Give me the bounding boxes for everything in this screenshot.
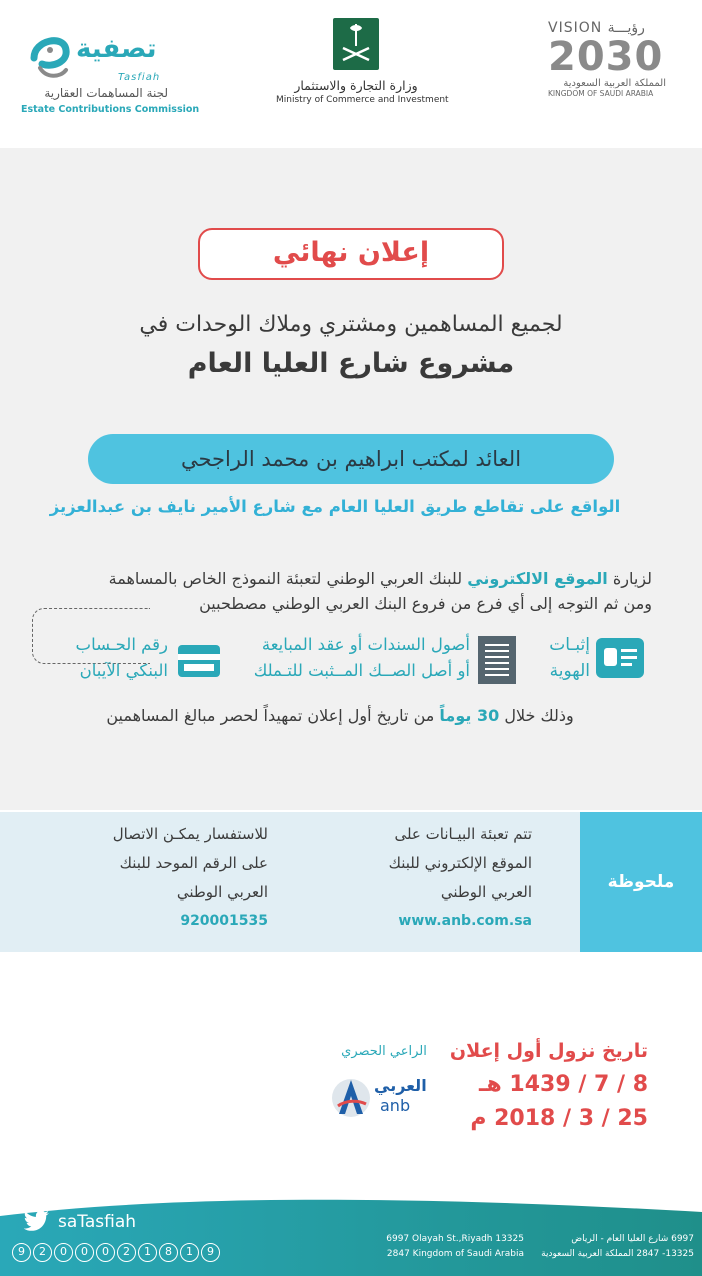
requirement-id: إثبـات الهوية xyxy=(549,635,590,681)
phone-digit: 1 xyxy=(180,1243,199,1262)
id-card-icon xyxy=(596,638,644,678)
ministry-name-en: Ministry of Commerce and Investment xyxy=(276,95,449,105)
ministry-logo xyxy=(276,18,449,128)
para-prefix: لزيارة xyxy=(612,569,652,588)
address-ar: 6997 شارع العليا العام - الرياض 13325- 2847 المملكة العربية السعودية xyxy=(541,1234,694,1259)
phone-digit: 0 xyxy=(54,1243,73,1262)
phone-digit: 1 xyxy=(138,1243,157,1262)
requirement-iban: رقم الحـساب البنكي الآيبان xyxy=(75,635,168,680)
phone-digit: 9 xyxy=(201,1243,220,1262)
tasfiah-name-en: Tasfiah xyxy=(118,72,161,83)
contact-number[interactable]: 920001535 xyxy=(180,913,268,929)
note-website: تتم تعبئة البيـانات على الموقع الإلكتروني للبنك العربي الوطني www.anb.com.sa xyxy=(360,820,532,936)
tasfiah-logo xyxy=(18,22,200,122)
para-rest: للبنك العربي الوطني لتعبئة النموذج الخاص بالمساهمة xyxy=(108,569,463,588)
anb-logo xyxy=(328,1068,428,1128)
owner-pill xyxy=(88,434,614,484)
note-label: ملحوظة xyxy=(607,872,675,892)
header xyxy=(0,0,702,148)
anb-mark-icon xyxy=(330,1070,372,1122)
note-contact: للاستفسار يمكـن الاتصال على الرقم الموحد للبنك العربي الوطني 920001535 xyxy=(60,820,268,936)
vision-year: 2030 xyxy=(548,34,664,80)
document-icon xyxy=(478,636,516,684)
website-highlight: الموقع الالكتروني xyxy=(467,569,608,588)
phone-digit: 2 xyxy=(33,1243,52,1262)
vision-kingdom-en: KINGDOM OF SAUDI ARABIA xyxy=(548,89,654,98)
phone-digit: 2 xyxy=(117,1243,136,1262)
phone-digit: 9 xyxy=(12,1243,31,1262)
audience-line: لجميع المساهمين ومشتري وملاك الوحدات في xyxy=(139,312,563,337)
tasfiah-subtitle-en: Estate Contributions Commission xyxy=(21,104,200,115)
first-announcement-date-title: تاريخ نزول أول إعلان xyxy=(449,1040,648,1062)
vision-2030-logo xyxy=(548,20,688,130)
requirement-documents: أصول السندات أو عقد المبايعة أو أصل الصــك المــثبت للتـملك xyxy=(253,635,470,680)
address-en: 6997 Olayah St.,Riyadh 13325 2847 Kingdom of Saudi Arabia xyxy=(386,1234,524,1259)
owner-text: العائد لمكتب ابراهيم بن محمد الراجحي xyxy=(180,447,522,471)
ministry-name-ar: وزارة التجارة والاستثمار xyxy=(294,78,418,93)
bank-card-icon xyxy=(178,645,220,677)
phone-digits xyxy=(12,1243,220,1262)
gregorian-date: 25 / 3 / 2018 م xyxy=(470,1106,648,1131)
phone-digit: 0 xyxy=(75,1243,94,1262)
anb-name-ar: العربي xyxy=(374,1076,427,1095)
para-line2: ومن ثم التوجه إلى أي فرع من فروع البنك العربي الوطني مصطحبين xyxy=(199,594,652,613)
saudi-emblem-icon xyxy=(333,18,379,70)
phone-digit: 0 xyxy=(96,1243,115,1262)
tasfiah-name-ar: تصفية xyxy=(76,34,157,64)
twitter-icon[interactable] xyxy=(24,1210,50,1232)
twitter-handle[interactable]: saTasfiah xyxy=(58,1212,137,1232)
tasfiah-mark-icon xyxy=(26,28,72,84)
hijri-date: 8 / 7 / 1439 هـ xyxy=(478,1072,648,1097)
final-announcement-title: إعلان نهائي xyxy=(272,237,430,268)
final-announcement-badge xyxy=(198,228,504,280)
note-label-box xyxy=(580,812,702,952)
tasfiah-subtitle-ar: لجنة المساهمات العقارية xyxy=(44,86,168,100)
location-text: الواقع على تقاطع طريق العليا العام مع شارع الأمير نايف بن عبدالعزيز xyxy=(49,497,621,516)
phone-digit: 8 xyxy=(159,1243,178,1262)
sponsor-label: الراعي الحصري xyxy=(341,1044,427,1059)
anb-name-en: anb xyxy=(380,1096,411,1115)
deadline-line: وذلك خلال 30 يوماً من تاريخ أول إعلان تمهيداً لحصر مبالغ المساهمين xyxy=(106,706,574,725)
project-name: مشروع شارع العليا العام xyxy=(187,348,515,379)
website-link[interactable]: www.anb.com.sa xyxy=(398,913,532,929)
vision-kingdom-ar: المملكة العربية السعودية xyxy=(563,78,666,89)
deadline-highlight: 30 يوماً xyxy=(439,706,500,725)
vision-label: VISION رؤيـــة xyxy=(548,20,645,36)
